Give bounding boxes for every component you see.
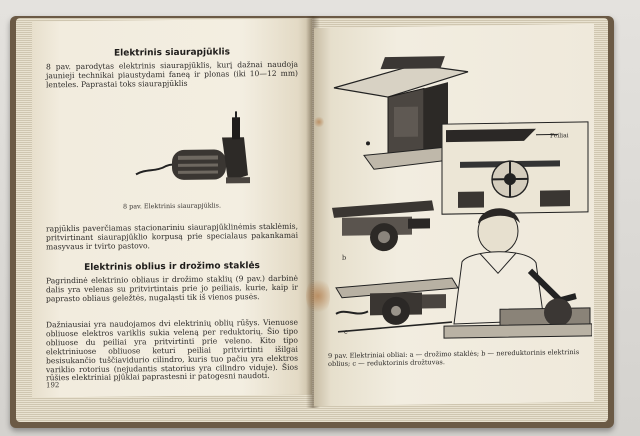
types-paragraph: Dažniausiai yra naudojamos dvi elektrinių oblių rūšys. Vienuose obliuose elektros variklis sukia veleną per reduktorių. Šio tipo obliuose du peiliai yra pritvirtinti prie veleno. Kito tipo elektriniuose obliuose keturi peiliai pritvirtinti išilgai besisukančio tuščiavidurio cilindro, kuris tuo pačiu yra elektros variklio rotorius (nejudantis statorius yra cilindro viduje). Šios rūšies elektriniai pjūklai paprastesni ir patogesni naudoti.	[46, 317, 298, 383]
handheld-planer-b	[328, 196, 438, 258]
water-stain	[306, 276, 330, 316]
intro-paragraph: 8 pav. parodytas elektrinis siaurapjūklis, kurį dažnai naudoja jaunieji technikai piaustydami faneą ir plonas (iki 10—12 mm) lenteles. Paprastai toks siaurapjūklis	[46, 59, 298, 90]
fig9-caption: 9 pav. Elektriniai obliai: a — drožimo staklės; b — nereduktorinis elektrinis oblius; c — reduktorinis drožtuvas.	[328, 348, 580, 368]
label-c: c	[344, 327, 348, 336]
heading-oblius: Elektrinis oblius ir drožimo staklės	[84, 261, 260, 273]
stationary-paragraph: rapjūklis paverčiamas stacionariniu siaurapjūklinėmis staklėmis, pritvirtinant siaurapjūklio korpusą prie specialaus pakankamai masyvaus ir tvirto pastovo.	[46, 221, 298, 252]
label-b: b	[342, 253, 347, 262]
left-page	[32, 19, 312, 398]
small-stain	[314, 116, 324, 128]
jigsaw-illustration	[132, 107, 262, 200]
fig8-caption: 8 pav. Elektrinis siaurapjūklis.	[123, 201, 221, 211]
open-book	[6, 6, 618, 432]
worker-with-planer	[440, 200, 592, 342]
page-number: 192	[46, 381, 60, 390]
label-a: a	[438, 122, 442, 131]
label-peiliai: Peiliai	[550, 132, 569, 140]
heading-siaurapjuklis: Elektrinis siaurapjūklis	[113, 47, 230, 59]
main-part-paragraph: Pagrindinė elektrinio obliaus ir drožimo staklių (9 pav.) darbinė dalis yra velenas su pritvirtintais prie jo peiliais, kurie, kaip ir paprasto obliaus geležtės, nugaląsti tik iš vienos pusės.	[46, 273, 298, 304]
right-page	[314, 24, 594, 406]
